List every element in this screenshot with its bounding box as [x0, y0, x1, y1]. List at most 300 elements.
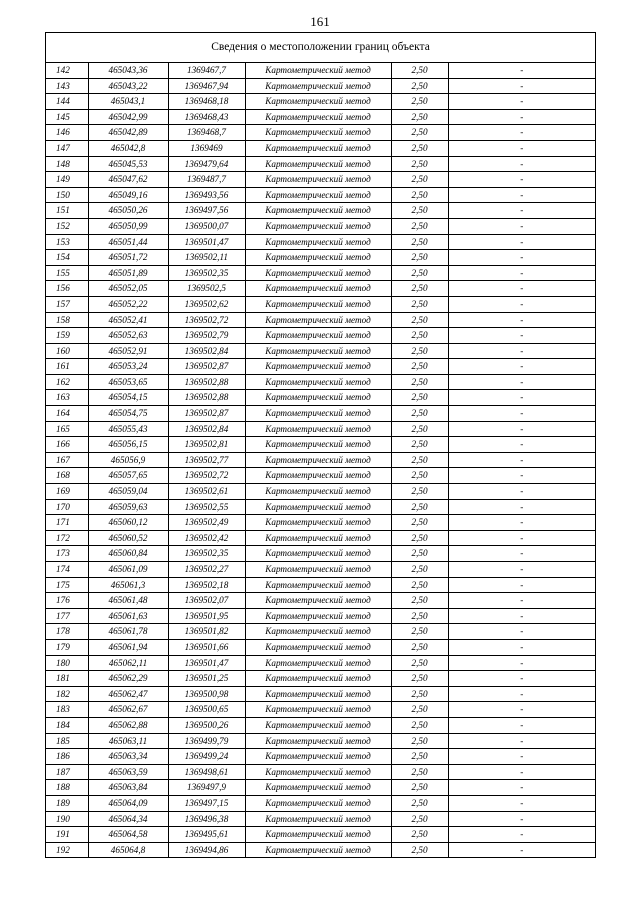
- table-row: [46, 593, 595, 609]
- method-cell: Картометрический метод: [245, 842, 391, 857]
- y-coordinate-cell: 1369499,79: [168, 733, 245, 749]
- table-row: [46, 484, 595, 500]
- point-number-cell: 155: [46, 265, 88, 281]
- method-cell: Картометрический метод: [245, 499, 391, 515]
- x-coordinate-cell: 465062,88: [88, 717, 168, 733]
- table-title: Сведения о местоположении границ объекта: [46, 33, 595, 63]
- x-coordinate-cell: 465064,58: [88, 827, 168, 843]
- description-cell: -: [448, 203, 595, 219]
- y-coordinate-cell: 1369502,88: [168, 374, 245, 390]
- page-number: 161: [310, 14, 330, 29]
- description-cell: -: [448, 795, 595, 811]
- accuracy-cell: 2,50: [391, 749, 448, 765]
- x-coordinate-cell: 465054,75: [88, 406, 168, 422]
- table-row: [46, 530, 595, 546]
- description-cell: -: [448, 437, 595, 453]
- point-number-cell: 168: [46, 468, 88, 484]
- point-number-cell: 162: [46, 374, 88, 390]
- y-coordinate-cell: 1369502,5: [168, 281, 245, 297]
- y-coordinate-cell: 1369502,55: [168, 499, 245, 515]
- accuracy-cell: 2,50: [391, 593, 448, 609]
- description-cell: -: [448, 172, 595, 188]
- accuracy-cell: 2,50: [391, 842, 448, 857]
- point-number-cell: 180: [46, 655, 88, 671]
- y-coordinate-cell: 1369497,9: [168, 780, 245, 796]
- point-number-cell: 191: [46, 827, 88, 843]
- point-number-cell: 186: [46, 749, 88, 765]
- x-coordinate-cell: 465052,63: [88, 328, 168, 344]
- table-row: [46, 608, 595, 624]
- method-cell: Картометрический метод: [245, 749, 391, 765]
- method-cell: Картометрический метод: [245, 608, 391, 624]
- description-cell: -: [448, 577, 595, 593]
- table-row: [46, 811, 595, 827]
- accuracy-cell: 2,50: [391, 733, 448, 749]
- table-row: [46, 437, 595, 453]
- y-coordinate-cell: 1369501,82: [168, 624, 245, 640]
- table-row: [46, 717, 595, 733]
- method-cell: Картометрический метод: [245, 374, 391, 390]
- description-cell: -: [448, 717, 595, 733]
- accuracy-cell: 2,50: [391, 203, 448, 219]
- y-coordinate-cell: 1369501,66: [168, 639, 245, 655]
- y-coordinate-cell: 1369501,95: [168, 608, 245, 624]
- description-cell: -: [448, 452, 595, 468]
- method-cell: Картометрический метод: [245, 203, 391, 219]
- table-row: [46, 780, 595, 796]
- point-number-cell: 169: [46, 484, 88, 500]
- x-coordinate-cell: 465053,65: [88, 374, 168, 390]
- point-number-cell: 177: [46, 608, 88, 624]
- point-number-cell: 185: [46, 733, 88, 749]
- x-coordinate-cell: 465050,26: [88, 203, 168, 219]
- accuracy-cell: 2,50: [391, 359, 448, 375]
- method-cell: Картометрический метод: [245, 187, 391, 203]
- y-coordinate-cell: 1369467,7: [168, 63, 245, 78]
- description-cell: -: [448, 562, 595, 578]
- point-number-cell: 158: [46, 312, 88, 328]
- accuracy-cell: 2,50: [391, 530, 448, 546]
- method-cell: Картометрический метод: [245, 780, 391, 796]
- y-coordinate-cell: 1369502,87: [168, 406, 245, 422]
- boundary-sheet: [45, 32, 596, 858]
- accuracy-cell: 2,50: [391, 468, 448, 484]
- accuracy-cell: 2,50: [391, 562, 448, 578]
- x-coordinate-cell: 465045,53: [88, 156, 168, 172]
- table-row: [46, 764, 595, 780]
- method-cell: Картометрический метод: [245, 437, 391, 453]
- accuracy-cell: 2,50: [391, 639, 448, 655]
- y-coordinate-cell: 1369494,86: [168, 842, 245, 857]
- point-number-cell: 171: [46, 515, 88, 531]
- accuracy-cell: 2,50: [391, 717, 448, 733]
- x-coordinate-cell: 465061,63: [88, 608, 168, 624]
- table-row: [46, 374, 595, 390]
- method-cell: Картометрический метод: [245, 218, 391, 234]
- y-coordinate-cell: 1369502,79: [168, 328, 245, 344]
- table-row: [46, 562, 595, 578]
- description-cell: -: [448, 359, 595, 375]
- method-cell: Картометрический метод: [245, 281, 391, 297]
- accuracy-cell: 2,50: [391, 671, 448, 687]
- table-row: [46, 795, 595, 811]
- description-cell: -: [448, 265, 595, 281]
- description-cell: -: [448, 328, 595, 344]
- x-coordinate-cell: 465054,15: [88, 390, 168, 406]
- y-coordinate-cell: 1369502,84: [168, 421, 245, 437]
- method-cell: Картометрический метод: [245, 655, 391, 671]
- accuracy-cell: 2,50: [391, 390, 448, 406]
- x-coordinate-cell: 465062,29: [88, 671, 168, 687]
- y-coordinate-cell: 1369496,38: [168, 811, 245, 827]
- method-cell: Картометрический метод: [245, 468, 391, 484]
- description-cell: -: [448, 390, 595, 406]
- x-coordinate-cell: 465052,41: [88, 312, 168, 328]
- table-row: [46, 281, 595, 297]
- table-row: [46, 671, 595, 687]
- table-row: [46, 421, 595, 437]
- method-cell: Картометрический метод: [245, 795, 391, 811]
- description-cell: -: [448, 78, 595, 94]
- description-cell: -: [448, 624, 595, 640]
- point-number-cell: 187: [46, 764, 88, 780]
- table-row: [46, 312, 595, 328]
- description-cell: -: [448, 593, 595, 609]
- accuracy-cell: 2,50: [391, 827, 448, 843]
- table-row: [46, 109, 595, 125]
- table-row: [46, 343, 595, 359]
- description-cell: -: [448, 125, 595, 141]
- x-coordinate-cell: 465064,34: [88, 811, 168, 827]
- method-cell: Картометрический метод: [245, 94, 391, 110]
- point-number-cell: 179: [46, 639, 88, 655]
- accuracy-cell: 2,50: [391, 187, 448, 203]
- method-cell: Картометрический метод: [245, 764, 391, 780]
- x-coordinate-cell: 465063,11: [88, 733, 168, 749]
- method-cell: Картометрический метод: [245, 546, 391, 562]
- x-coordinate-cell: 465056,15: [88, 437, 168, 453]
- point-number-cell: 144: [46, 94, 88, 110]
- method-cell: Картометрический метод: [245, 328, 391, 344]
- x-coordinate-cell: 465051,44: [88, 234, 168, 250]
- point-number-cell: 175: [46, 577, 88, 593]
- table-row: [46, 125, 595, 141]
- description-cell: -: [448, 421, 595, 437]
- y-coordinate-cell: 1369502,61: [168, 484, 245, 500]
- accuracy-cell: 2,50: [391, 702, 448, 718]
- y-coordinate-cell: 1369502,35: [168, 546, 245, 562]
- table-row: [46, 499, 595, 515]
- y-coordinate-cell: 1369487,7: [168, 172, 245, 188]
- point-number-cell: 165: [46, 421, 88, 437]
- table-row: [46, 546, 595, 562]
- table-row: [46, 250, 595, 266]
- point-number-cell: 148: [46, 156, 88, 172]
- x-coordinate-cell: 465042,89: [88, 125, 168, 141]
- x-coordinate-cell: 465063,34: [88, 749, 168, 765]
- accuracy-cell: 2,50: [391, 780, 448, 796]
- point-number-cell: 176: [46, 593, 88, 609]
- point-number-cell: 147: [46, 140, 88, 156]
- y-coordinate-cell: 1369467,94: [168, 78, 245, 94]
- y-coordinate-cell: 1369479,64: [168, 156, 245, 172]
- description-cell: -: [448, 530, 595, 546]
- x-coordinate-cell: 465056,9: [88, 452, 168, 468]
- x-coordinate-cell: 465051,89: [88, 265, 168, 281]
- table-row: [46, 577, 595, 593]
- y-coordinate-cell: 1369502,07: [168, 593, 245, 609]
- description-cell: -: [448, 608, 595, 624]
- method-cell: Картометрический метод: [245, 484, 391, 500]
- x-coordinate-cell: 465062,67: [88, 702, 168, 718]
- y-coordinate-cell: 1369502,27: [168, 562, 245, 578]
- method-cell: Картометрический метод: [245, 811, 391, 827]
- point-number-cell: 149: [46, 172, 88, 188]
- x-coordinate-cell: 465051,72: [88, 250, 168, 266]
- accuracy-cell: 2,50: [391, 218, 448, 234]
- description-cell: -: [448, 312, 595, 328]
- point-number-cell: 164: [46, 406, 88, 422]
- table-row: [46, 515, 595, 531]
- method-cell: Картометрический метод: [245, 530, 391, 546]
- y-coordinate-cell: 1369502,77: [168, 452, 245, 468]
- method-cell: Картометрический метод: [245, 359, 391, 375]
- y-coordinate-cell: 1369502,62: [168, 296, 245, 312]
- accuracy-cell: 2,50: [391, 421, 448, 437]
- x-coordinate-cell: 465064,09: [88, 795, 168, 811]
- description-cell: -: [448, 250, 595, 266]
- method-cell: Картометрический метод: [245, 406, 391, 422]
- x-coordinate-cell: 465049,16: [88, 187, 168, 203]
- accuracy-cell: 2,50: [391, 811, 448, 827]
- point-number-cell: 145: [46, 109, 88, 125]
- y-coordinate-cell: 1369501,25: [168, 671, 245, 687]
- method-cell: Картометрический метод: [245, 140, 391, 156]
- x-coordinate-cell: 465061,48: [88, 593, 168, 609]
- y-coordinate-cell: 1369501,47: [168, 234, 245, 250]
- y-coordinate-cell: 1369500,07: [168, 218, 245, 234]
- table-row: [46, 328, 595, 344]
- description-cell: -: [448, 655, 595, 671]
- point-number-cell: 178: [46, 624, 88, 640]
- accuracy-cell: 2,50: [391, 452, 448, 468]
- point-number-cell: 182: [46, 686, 88, 702]
- description-cell: -: [448, 109, 595, 125]
- accuracy-cell: 2,50: [391, 156, 448, 172]
- description-cell: -: [448, 374, 595, 390]
- description-cell: -: [448, 234, 595, 250]
- point-number-cell: 167: [46, 452, 88, 468]
- method-cell: Картометрический метод: [245, 733, 391, 749]
- x-coordinate-cell: 465064,8: [88, 842, 168, 857]
- y-coordinate-cell: 1369502,84: [168, 343, 245, 359]
- table-row: [46, 733, 595, 749]
- point-number-cell: 163: [46, 390, 88, 406]
- accuracy-cell: 2,50: [391, 406, 448, 422]
- y-coordinate-cell: 1369499,24: [168, 749, 245, 765]
- point-number-cell: 157: [46, 296, 88, 312]
- point-number-cell: 190: [46, 811, 88, 827]
- method-cell: Картометрический метод: [245, 265, 391, 281]
- point-number-cell: 150: [46, 187, 88, 203]
- point-number-cell: 153: [46, 234, 88, 250]
- point-number-cell: 152: [46, 218, 88, 234]
- point-number-cell: 143: [46, 78, 88, 94]
- description-cell: -: [448, 281, 595, 297]
- table-row: [46, 842, 595, 857]
- description-cell: -: [448, 780, 595, 796]
- x-coordinate-cell: 465043,22: [88, 78, 168, 94]
- description-cell: -: [448, 484, 595, 500]
- y-coordinate-cell: 1369468,43: [168, 109, 245, 125]
- x-coordinate-cell: 465061,09: [88, 562, 168, 578]
- method-cell: Картометрический метод: [245, 421, 391, 437]
- table-row: [46, 78, 595, 94]
- x-coordinate-cell: 465057,65: [88, 468, 168, 484]
- method-cell: Картометрический метод: [245, 125, 391, 141]
- point-number-cell: 151: [46, 203, 88, 219]
- point-number-cell: 161: [46, 359, 88, 375]
- coordinates-table-body: [46, 63, 595, 857]
- method-cell: Картометрический метод: [245, 671, 391, 687]
- method-cell: Картометрический метод: [245, 312, 391, 328]
- y-coordinate-cell: 1369469: [168, 140, 245, 156]
- method-cell: Картометрический метод: [245, 593, 391, 609]
- x-coordinate-cell: 465047,62: [88, 172, 168, 188]
- table-row: [46, 203, 595, 219]
- table-row: [46, 172, 595, 188]
- description-cell: -: [448, 406, 595, 422]
- x-coordinate-cell: 465055,43: [88, 421, 168, 437]
- x-coordinate-cell: 465063,59: [88, 764, 168, 780]
- x-coordinate-cell: 465060,12: [88, 515, 168, 531]
- description-cell: -: [448, 639, 595, 655]
- table-row: [46, 156, 595, 172]
- method-cell: Картометрический метод: [245, 172, 391, 188]
- description-cell: -: [448, 296, 595, 312]
- y-coordinate-cell: 1369502,42: [168, 530, 245, 546]
- description-cell: -: [448, 702, 595, 718]
- y-coordinate-cell: 1369495,61: [168, 827, 245, 843]
- table-row: [46, 702, 595, 718]
- y-coordinate-cell: 1369468,7: [168, 125, 245, 141]
- description-cell: -: [448, 764, 595, 780]
- y-coordinate-cell: 1369500,98: [168, 686, 245, 702]
- accuracy-cell: 2,50: [391, 140, 448, 156]
- description-cell: -: [448, 811, 595, 827]
- x-coordinate-cell: 465059,63: [88, 499, 168, 515]
- point-number-cell: 192: [46, 842, 88, 857]
- description-cell: -: [448, 499, 595, 515]
- accuracy-cell: 2,50: [391, 94, 448, 110]
- method-cell: Картометрический метод: [245, 390, 391, 406]
- accuracy-cell: 2,50: [391, 296, 448, 312]
- accuracy-cell: 2,50: [391, 109, 448, 125]
- table-row: [46, 94, 595, 110]
- accuracy-cell: 2,50: [391, 125, 448, 141]
- method-cell: Картометрический метод: [245, 452, 391, 468]
- description-cell: -: [448, 343, 595, 359]
- table-row: [46, 390, 595, 406]
- accuracy-cell: 2,50: [391, 608, 448, 624]
- method-cell: Картометрический метод: [245, 63, 391, 78]
- description-cell: -: [448, 63, 595, 78]
- x-coordinate-cell: 465043,1: [88, 94, 168, 110]
- point-number-cell: 159: [46, 328, 88, 344]
- table-row: [46, 749, 595, 765]
- description-cell: -: [448, 187, 595, 203]
- table-row: [46, 827, 595, 843]
- table-row: [46, 468, 595, 484]
- y-coordinate-cell: 1369502,72: [168, 312, 245, 328]
- x-coordinate-cell: 465042,8: [88, 140, 168, 156]
- description-cell: -: [448, 468, 595, 484]
- x-coordinate-cell: 465053,24: [88, 359, 168, 375]
- x-coordinate-cell: 465061,94: [88, 639, 168, 655]
- table-row: [46, 359, 595, 375]
- accuracy-cell: 2,50: [391, 250, 448, 266]
- method-cell: Картометрический метод: [245, 343, 391, 359]
- y-coordinate-cell: 1369502,49: [168, 515, 245, 531]
- x-coordinate-cell: 465050,99: [88, 218, 168, 234]
- description-cell: -: [448, 686, 595, 702]
- description-cell: -: [448, 749, 595, 765]
- y-coordinate-cell: 1369502,35: [168, 265, 245, 281]
- accuracy-cell: 2,50: [391, 686, 448, 702]
- point-number-cell: 142: [46, 63, 88, 78]
- method-cell: Картометрический метод: [245, 827, 391, 843]
- description-cell: -: [448, 515, 595, 531]
- table-row: [46, 265, 595, 281]
- method-cell: Картометрический метод: [245, 296, 391, 312]
- x-coordinate-cell: 465062,47: [88, 686, 168, 702]
- accuracy-cell: 2,50: [391, 78, 448, 94]
- point-number-cell: 170: [46, 499, 88, 515]
- accuracy-cell: 2,50: [391, 499, 448, 515]
- coordinates-table: [46, 63, 595, 857]
- y-coordinate-cell: 1369468,18: [168, 94, 245, 110]
- point-number-cell: 156: [46, 281, 88, 297]
- accuracy-cell: 2,50: [391, 63, 448, 78]
- table-row: [46, 140, 595, 156]
- point-number-cell: 184: [46, 717, 88, 733]
- method-cell: Картометрический метод: [245, 109, 391, 125]
- table-row: [46, 655, 595, 671]
- accuracy-cell: 2,50: [391, 546, 448, 562]
- method-cell: Картометрический метод: [245, 639, 391, 655]
- y-coordinate-cell: 1369502,81: [168, 437, 245, 453]
- table-row: [46, 63, 595, 78]
- table-row: [46, 187, 595, 203]
- accuracy-cell: 2,50: [391, 281, 448, 297]
- accuracy-cell: 2,50: [391, 437, 448, 453]
- point-number-cell: 189: [46, 795, 88, 811]
- point-number-cell: 166: [46, 437, 88, 453]
- x-coordinate-cell: 465059,04: [88, 484, 168, 500]
- accuracy-cell: 2,50: [391, 484, 448, 500]
- method-cell: Картометрический метод: [245, 156, 391, 172]
- description-cell: -: [448, 546, 595, 562]
- accuracy-cell: 2,50: [391, 795, 448, 811]
- method-cell: Картометрический метод: [245, 624, 391, 640]
- point-number-cell: 183: [46, 702, 88, 718]
- method-cell: Картометрический метод: [245, 250, 391, 266]
- accuracy-cell: 2,50: [391, 577, 448, 593]
- accuracy-cell: 2,50: [391, 374, 448, 390]
- description-cell: -: [448, 671, 595, 687]
- y-coordinate-cell: 1369497,15: [168, 795, 245, 811]
- x-coordinate-cell: 465060,52: [88, 530, 168, 546]
